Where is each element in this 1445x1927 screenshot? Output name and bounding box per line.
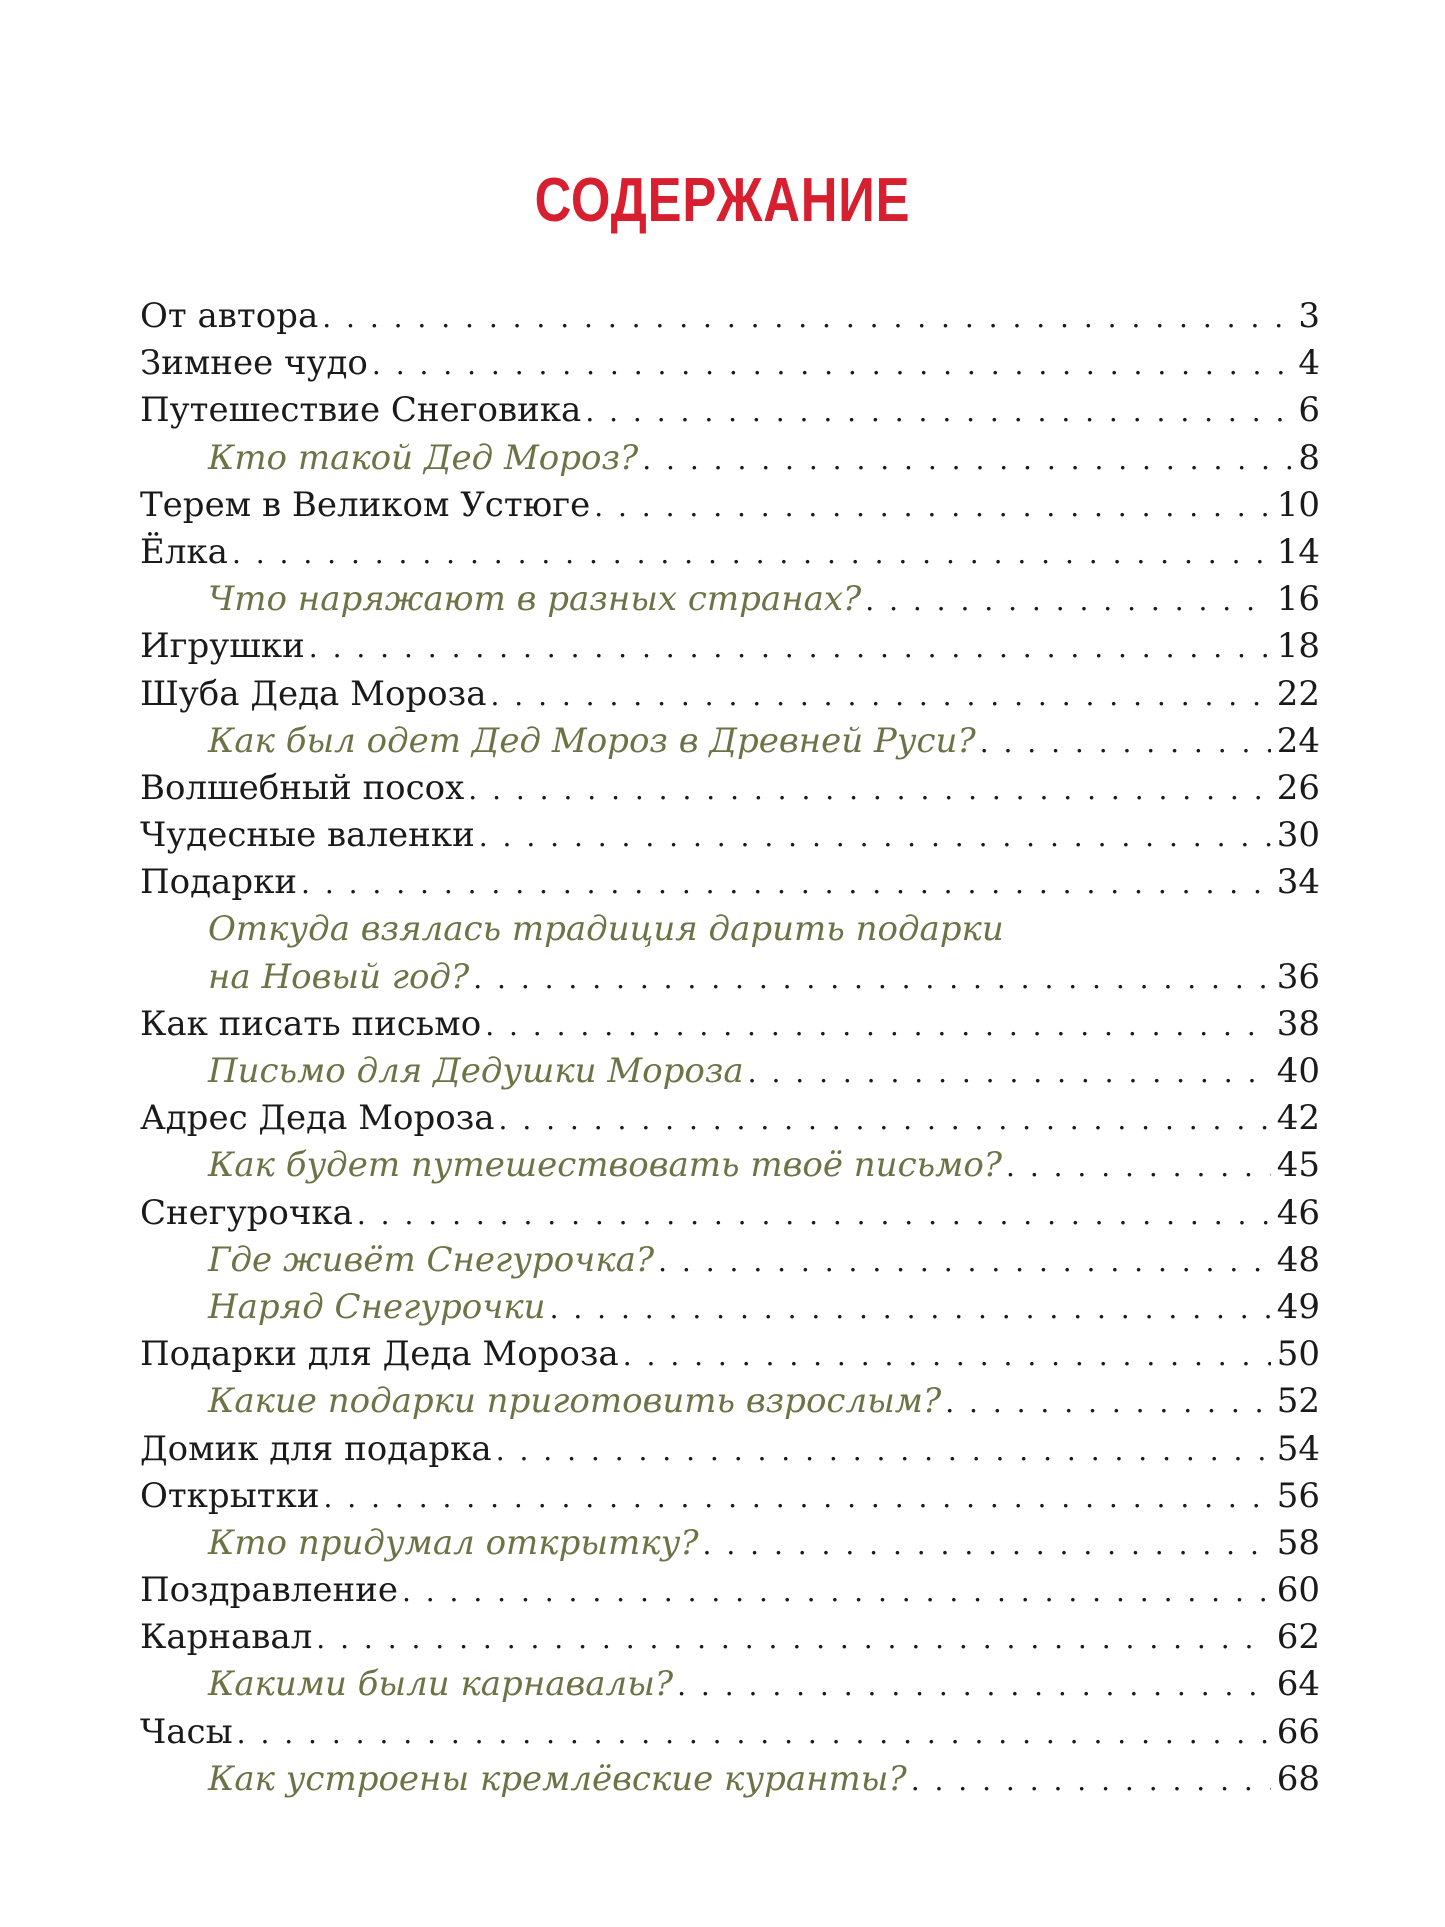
dot-leader	[485, 1002, 1271, 1049]
toc-entry-label: Зимнее чудо	[140, 343, 368, 384]
dot-leader	[402, 1568, 1271, 1615]
dot-leader	[372, 341, 1292, 388]
toc-entry	[140, 1473, 1320, 1520]
dot-leader	[1006, 1143, 1271, 1190]
toc-entry	[140, 623, 1320, 670]
toc-entry-label: Открытки	[140, 1475, 320, 1516]
toc-page-number: 54	[1276, 1428, 1320, 1469]
toc-entry-label: От автора	[140, 296, 319, 336]
dot-leader	[309, 624, 1271, 671]
toc-subentry	[140, 718, 1320, 765]
dot-leader	[499, 1096, 1271, 1143]
toc-subentry	[140, 1048, 1320, 1095]
toc-entry-label: Подарки	[140, 862, 298, 903]
dot-leader	[468, 766, 1270, 813]
toc-entry-label: Как был одет Дед Мороз в Древней Руси?	[208, 720, 976, 761]
toc-entry-label: Как устроены кремлёвские куранты?	[208, 1758, 907, 1799]
toc-entry-label: Письмо для Дедушки Мороза	[208, 1051, 744, 1091]
toc-entry	[140, 293, 1320, 340]
toc-page-number: 40	[1276, 1051, 1320, 1091]
toc-entry	[140, 906, 1320, 953]
toc-page-number: 6	[1298, 390, 1320, 431]
toc-subentry	[140, 1142, 1320, 1189]
toc-entry	[140, 482, 1320, 529]
toc-page-number: 22	[1276, 673, 1320, 714]
toc-page-number: 30	[1276, 815, 1320, 856]
toc-entry-label: Волшебный посох	[140, 767, 465, 808]
dot-leader	[585, 388, 1292, 435]
dot-leader	[980, 719, 1271, 766]
dot-leader	[550, 1285, 1271, 1332]
toc-entry-label: Поздравление	[140, 1570, 398, 1611]
toc-entry-label: Чудесные валенки	[140, 815, 475, 856]
toc-entry-label: Адрес Деда Мороза	[140, 1098, 495, 1139]
dot-leader	[945, 1379, 1271, 1426]
toc-page-number: 14	[1276, 531, 1320, 572]
toc-subentry	[140, 1756, 1320, 1803]
toc-entry	[140, 340, 1320, 387]
dot-leader	[748, 1049, 1271, 1096]
toc-entry	[140, 1331, 1320, 1378]
toc-subentry	[140, 1520, 1320, 1567]
toc-page-number: 66	[1276, 1711, 1320, 1752]
toc-subentry	[140, 1237, 1320, 1284]
toc-page-number: 56	[1276, 1475, 1320, 1516]
toc-subentry	[140, 1661, 1320, 1708]
toc-page-number: 8	[1298, 437, 1320, 478]
toc-entry-continuation	[140, 954, 1320, 1001]
toc-page-number: 46	[1276, 1192, 1320, 1233]
toc-entry-label: Домик для подарка	[140, 1428, 492, 1469]
dot-leader	[623, 1332, 1271, 1379]
dot-leader	[473, 955, 1271, 1002]
toc-page-number: 52	[1276, 1381, 1320, 1422]
toc-entry-label: Откуда взялась традиция дарить подарки	[208, 909, 1004, 950]
toc-entry-label: Часы	[140, 1711, 233, 1752]
toc-entry	[140, 812, 1320, 859]
dot-leader	[479, 813, 1271, 860]
toc-entry-label: Карнавал	[140, 1617, 313, 1658]
dot-leader	[911, 1757, 1271, 1804]
toc-entry	[140, 1709, 1320, 1756]
toc-entry	[140, 859, 1320, 906]
toc-entry	[140, 1001, 1320, 1048]
dot-leader	[865, 577, 1270, 624]
toc-entry-label: Как писать письмо	[140, 1003, 482, 1044]
toc-entry	[140, 1426, 1320, 1473]
dot-leader	[237, 1710, 1271, 1757]
table-of-contents	[140, 293, 1320, 1803]
toc-entry-label: Путешествие Снеговика	[140, 390, 582, 431]
dot-leader	[490, 672, 1270, 719]
toc-entry	[140, 1567, 1320, 1614]
toc-page-number: 45	[1276, 1145, 1320, 1186]
toc-page-number: 18	[1276, 626, 1320, 667]
toc-page-number: 62	[1276, 1617, 1320, 1658]
dot-leader	[642, 436, 1292, 483]
toc-entry-label: Кто такой Дед Мороз?	[208, 437, 639, 478]
toc-entry-label: на Новый год?	[208, 956, 470, 997]
toc-page-number: 38	[1276, 1003, 1320, 1044]
dot-leader	[301, 860, 1271, 907]
toc-entry-label: Где живёт Снегурочка?	[208, 1239, 655, 1280]
dot-leader	[322, 294, 1292, 341]
toc-entry-label: Кто придумал открытку?	[208, 1522, 699, 1563]
toc-subentry	[140, 435, 1320, 482]
toc-entry-label: Какими были карнавалы?	[208, 1664, 674, 1705]
toc-page-number: 42	[1276, 1098, 1320, 1139]
toc-entry	[140, 1614, 1320, 1661]
toc-page-number: 48	[1276, 1239, 1320, 1280]
dot-leader	[316, 1615, 1270, 1662]
toc-entry	[140, 1095, 1320, 1142]
toc-entry-label: Игрушки	[140, 626, 305, 667]
toc-page-number: 10	[1276, 484, 1320, 525]
toc-entry-label: Какие подарки приготовить взрослым?	[208, 1381, 942, 1422]
toc-entry	[140, 1190, 1320, 1237]
toc-page-number: 60	[1276, 1570, 1320, 1611]
toc-page-number: 24	[1276, 720, 1320, 761]
toc-subentry	[140, 576, 1320, 623]
toc-page-number: 49	[1276, 1286, 1320, 1327]
toc-subentry	[140, 1378, 1320, 1425]
toc-page-number: 58	[1276, 1522, 1320, 1563]
toc-entry	[140, 765, 1320, 812]
dot-leader	[677, 1662, 1271, 1709]
toc-page-number: 26	[1276, 767, 1320, 808]
dot-leader	[323, 1474, 1270, 1521]
toc-page-number: 36	[1276, 956, 1320, 997]
toc-page-number: 4	[1298, 343, 1320, 384]
toc-page-number: 3	[1298, 296, 1320, 336]
toc-page-number: 16	[1276, 579, 1320, 620]
dot-leader	[658, 1238, 1271, 1285]
toc-entry-label: Снегурочка	[140, 1192, 353, 1233]
toc-entry-label: Наряд Снегурочки	[208, 1286, 546, 1327]
toc-page-number: 64	[1276, 1664, 1320, 1705]
toc-entry-label: Ёлка	[140, 531, 228, 572]
toc-entry-label: Подарки для Деда Мороза	[140, 1334, 619, 1375]
dot-leader	[594, 483, 1271, 530]
toc-entry-label: Шуба Деда Мороза	[140, 673, 487, 714]
dot-leader	[496, 1427, 1271, 1474]
dot-leader	[703, 1521, 1271, 1568]
toc-entry	[140, 671, 1320, 718]
dot-leader	[357, 1191, 1271, 1238]
toc-entry-label: Что наряжают в разных странах?	[208, 579, 862, 620]
toc-page-number: 68	[1276, 1758, 1320, 1799]
dot-leader	[232, 530, 1271, 577]
page-title: СОДЕРЖАНИЕ	[534, 165, 911, 235]
toc-entry-label: Как будет путешествовать твоё письмо?	[208, 1145, 1003, 1186]
toc-subentry	[140, 1284, 1320, 1331]
toc-entry	[140, 387, 1320, 434]
toc-entry-label: Терем в Великом Устюге	[140, 484, 591, 525]
toc-page-number: 34	[1276, 862, 1320, 903]
toc-page-number: 50	[1276, 1334, 1320, 1375]
toc-entry	[140, 529, 1320, 576]
